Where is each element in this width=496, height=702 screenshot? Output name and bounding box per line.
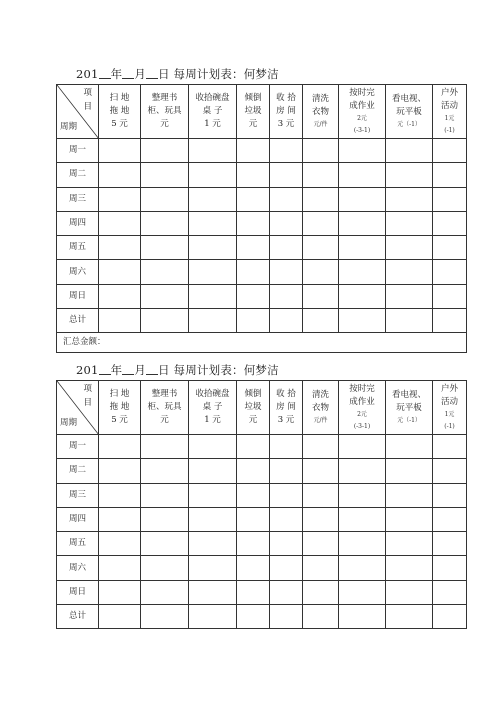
column-header-line: 垃圾 (244, 401, 262, 412)
entry-cell[interactable] (339, 309, 386, 333)
corner-period-label (60, 121, 77, 134)
column-header-line: 户外 (440, 383, 458, 394)
entry-cell[interactable] (386, 580, 433, 604)
entry-cell[interactable] (433, 435, 467, 459)
entry-cell[interactable] (270, 580, 303, 604)
column-header-line: 3 元 (277, 119, 295, 130)
entry-cell[interactable] (141, 605, 189, 629)
header-row (57, 381, 467, 435)
column-header-note: 1元 (444, 411, 455, 419)
entry-cell[interactable] (99, 556, 141, 580)
entry-cell[interactable] (237, 483, 270, 507)
entry-cell[interactable] (433, 483, 467, 507)
column-header-line: 扫 地 (109, 92, 130, 103)
entry-cell[interactable] (386, 163, 433, 187)
entry-cell[interactable] (339, 556, 386, 580)
entry-cell[interactable] (303, 459, 339, 483)
entry-cell[interactable] (433, 284, 467, 308)
entry-cell[interactable] (386, 483, 433, 507)
entry-cell[interactable] (99, 211, 141, 235)
entry-cell[interactable] (189, 605, 237, 629)
plan-title (76, 66, 279, 82)
column-header-line: 5 元 (111, 415, 128, 426)
column-header-line: 柜、玩具 (147, 105, 182, 116)
column-header-line: 按时完 (349, 383, 375, 394)
entry-cell[interactable] (339, 459, 386, 483)
column-header-line: 按时完 (349, 87, 375, 98)
row-label: 总计 (57, 605, 99, 629)
entry-cell[interactable] (303, 605, 339, 629)
column-header-line: 成作业 (349, 397, 375, 408)
table-row (57, 556, 467, 580)
column-header-line: 1 元 (204, 415, 221, 426)
entry-cell[interactable] (99, 605, 141, 629)
entry-cell[interactable] (433, 187, 467, 211)
day-label: 日 (157, 363, 170, 377)
entry-cell[interactable] (303, 309, 339, 333)
entry-cell[interactable] (270, 187, 303, 211)
entry-cell[interactable] (433, 236, 467, 260)
entry-cell[interactable] (270, 532, 303, 556)
entry-cell[interactable] (339, 605, 386, 629)
entry-cell[interactable] (237, 580, 270, 604)
summary-row (57, 333, 467, 353)
entry-cell[interactable] (303, 556, 339, 580)
entry-cell[interactable] (270, 483, 303, 507)
entry-cell[interactable] (303, 139, 339, 163)
entry-cell[interactable] (386, 139, 433, 163)
column-header-line: 柜、玩具 (147, 401, 182, 412)
column-header-note: (-1) (444, 126, 455, 134)
table-row (57, 260, 467, 284)
entry-cell[interactable] (99, 260, 141, 284)
column-header-line: 看电视、 (391, 389, 426, 400)
column-header-note: 元（-1） (397, 416, 421, 424)
entry-cell[interactable] (99, 236, 141, 260)
month-blank (122, 364, 134, 375)
column-header (270, 85, 303, 139)
entry-cell[interactable] (339, 187, 386, 211)
day-label: 日 (157, 67, 170, 81)
header-row (57, 85, 467, 139)
entry-cell[interactable] (237, 556, 270, 580)
entry-cell[interactable] (270, 309, 303, 333)
row-label: 周二 (57, 459, 99, 483)
entry-cell[interactable] (141, 211, 189, 235)
entry-cell[interactable] (339, 211, 386, 235)
table-row (57, 435, 467, 459)
row-label: 周日 (57, 284, 99, 308)
column-header (339, 85, 386, 139)
entry-cell[interactable] (386, 187, 433, 211)
row-label: 周三 (57, 483, 99, 507)
entry-cell[interactable] (237, 605, 270, 629)
entry-cell[interactable] (189, 459, 237, 483)
entry-cell[interactable] (141, 556, 189, 580)
table-row (57, 139, 467, 163)
table-row (57, 309, 467, 333)
entry-cell[interactable] (237, 236, 270, 260)
table-row (57, 163, 467, 187)
entry-cell[interactable] (237, 187, 270, 211)
entry-cell[interactable] (433, 309, 467, 333)
column-header-line: 元 (160, 415, 169, 426)
column-header (386, 85, 433, 139)
entry-cell[interactable] (189, 532, 237, 556)
column-header (189, 85, 237, 139)
column-header-line: 户外 (440, 87, 458, 98)
entry-cell[interactable] (339, 435, 386, 459)
column-header-note: (-1) (444, 422, 455, 430)
column-header-line: 收拾碗盘 (195, 92, 230, 103)
entry-cell[interactable] (270, 284, 303, 308)
entry-cell[interactable] (433, 459, 467, 483)
table-row (57, 459, 467, 483)
row-label: 周六 (57, 260, 99, 284)
column-header-line: 元 (248, 119, 258, 130)
column-header (141, 381, 189, 435)
entry-cell[interactable] (270, 139, 303, 163)
year-blank (99, 364, 111, 375)
row-label: 周二 (57, 163, 99, 187)
entry-cell[interactable] (270, 556, 303, 580)
column-header-line: 收 拾 (276, 388, 296, 399)
column-header-line: 整理书 (151, 388, 178, 399)
entry-cell[interactable] (99, 532, 141, 556)
column-header-note: (-3-1) (353, 126, 371, 134)
column-header-line: 玩平板 (396, 402, 422, 413)
entry-cell[interactable] (99, 139, 141, 163)
entry-cell[interactable] (386, 211, 433, 235)
column-header-line: 垃圾 (244, 105, 262, 116)
column-header (237, 85, 270, 139)
entry-cell[interactable] (141, 483, 189, 507)
row-label: 周一 (57, 435, 99, 459)
entry-cell[interactable] (99, 507, 141, 531)
entry-cell[interactable] (141, 284, 189, 308)
entry-cell[interactable] (386, 236, 433, 260)
column-header-line: 倾倒 (244, 388, 262, 399)
corner-bottom: 周期 (60, 417, 78, 428)
column-header-line: 拖 地 (109, 105, 130, 116)
corner-cell (57, 381, 99, 435)
entry-cell[interactable] (189, 435, 237, 459)
entry-cell[interactable] (189, 211, 237, 235)
entry-cell[interactable] (270, 605, 303, 629)
entry-cell[interactable] (141, 260, 189, 284)
column-header-line: 拖 地 (109, 401, 130, 412)
table-row (57, 605, 467, 629)
column-header (99, 381, 141, 435)
table-row (57, 236, 467, 260)
column-header-line: 3 元 (277, 415, 295, 426)
entry-cell[interactable] (189, 260, 237, 284)
entry-cell[interactable] (303, 532, 339, 556)
entry-cell[interactable] (237, 139, 270, 163)
entry-cell[interactable] (339, 260, 386, 284)
column-header-line: 1 元 (204, 119, 221, 130)
row-label: 周四 (57, 507, 99, 531)
column-header (141, 85, 189, 139)
entry-cell[interactable] (339, 483, 386, 507)
corner-item-label (83, 87, 92, 114)
entry-cell[interactable] (303, 236, 339, 260)
entry-cell[interactable] (189, 580, 237, 604)
entry-cell[interactable] (237, 163, 270, 187)
entry-cell[interactable] (303, 211, 339, 235)
entry-cell[interactable] (339, 284, 386, 308)
column-header (270, 381, 303, 435)
plan-title (76, 362, 279, 378)
entry-cell[interactable] (339, 532, 386, 556)
entry-cell[interactable] (99, 284, 141, 308)
corner-top1: 项 (83, 384, 92, 394)
year-label: 年 (110, 363, 123, 377)
entry-cell[interactable] (189, 187, 237, 211)
entry-cell[interactable] (141, 187, 189, 211)
row-label: 周六 (57, 556, 99, 580)
column-header-line: 活动 (440, 101, 458, 112)
column-header (303, 85, 339, 139)
row-label: 周五 (57, 236, 99, 260)
entry-cell[interactable] (189, 139, 237, 163)
entry-cell[interactable] (386, 605, 433, 629)
plan-heading: 每周计划表：何梦洁 (173, 67, 279, 81)
entry-cell[interactable] (303, 163, 339, 187)
entry-cell[interactable] (99, 309, 141, 333)
entry-cell[interactable] (141, 507, 189, 531)
corner-top2: 目 (83, 101, 92, 112)
entry-cell[interactable] (141, 532, 189, 556)
corner-item-label (83, 383, 92, 410)
row-label: 总计 (57, 309, 99, 333)
entry-cell[interactable] (303, 284, 339, 308)
entry-cell[interactable] (237, 532, 270, 556)
column-header-note: 2元 (357, 115, 367, 123)
entry-cell[interactable] (99, 483, 141, 507)
summary-label: 汇总金额： (57, 333, 467, 353)
entry-cell[interactable] (189, 236, 237, 260)
entry-cell[interactable] (433, 163, 467, 187)
column-header-line: 玩平板 (396, 106, 422, 117)
entry-cell[interactable] (237, 435, 270, 459)
entry-cell[interactable] (141, 435, 189, 459)
column-header-note: 元/件 (313, 416, 328, 424)
entry-cell[interactable] (141, 459, 189, 483)
entry-cell[interactable] (270, 236, 303, 260)
column-header-line: 元 (248, 415, 258, 426)
entry-cell[interactable] (433, 532, 467, 556)
entry-cell[interactable] (433, 580, 467, 604)
table-row (57, 483, 467, 507)
weekly-plan-table (56, 380, 467, 629)
column-header-line: 收 拾 (276, 92, 296, 103)
column-header (189, 381, 237, 435)
entry-cell[interactable] (303, 580, 339, 604)
column-header-note: (-3-1) (353, 422, 371, 430)
entry-cell[interactable] (189, 483, 237, 507)
year-label: 年 (110, 67, 123, 81)
month-label: 月 (134, 67, 146, 81)
corner-top2: 目 (83, 397, 92, 408)
entry-cell[interactable] (270, 507, 303, 531)
column-header-line: 看电视、 (391, 93, 426, 104)
column-header (237, 381, 270, 435)
entry-cell[interactable] (433, 260, 467, 284)
entry-cell[interactable] (433, 507, 467, 531)
entry-cell[interactable] (386, 435, 433, 459)
entry-cell[interactable] (189, 507, 237, 531)
entry-cell[interactable] (237, 459, 270, 483)
entry-cell[interactable] (270, 459, 303, 483)
entry-cell[interactable] (386, 309, 433, 333)
entry-cell[interactable] (99, 435, 141, 459)
entry-cell[interactable] (339, 236, 386, 260)
column-header-line: 整理书 (151, 92, 178, 103)
entry-cell[interactable] (433, 139, 467, 163)
entry-cell[interactable] (339, 580, 386, 604)
column-header-line: 5 元 (111, 119, 128, 130)
entry-cell[interactable] (189, 309, 237, 333)
table-row (57, 187, 467, 211)
entry-cell[interactable] (270, 435, 303, 459)
entry-cell[interactable] (270, 260, 303, 284)
column-header-line: 房 间 (276, 105, 296, 116)
corner-cell (57, 85, 99, 139)
row-label: 周四 (57, 211, 99, 235)
year-prefix: 201 (76, 363, 99, 377)
column-header-note: 元/件 (313, 120, 328, 128)
corner-bottom: 周期 (60, 121, 78, 132)
row-label: 周五 (57, 532, 99, 556)
entry-cell[interactable] (237, 260, 270, 284)
column-header-note: 元（-1） (397, 120, 421, 128)
column-header-line: 成作业 (349, 101, 375, 112)
column-header-line: 收拾碗盘 (195, 388, 230, 399)
entry-cell[interactable] (99, 580, 141, 604)
entry-cell[interactable] (189, 163, 237, 187)
column-header-note: 1元 (444, 115, 455, 123)
entry-cell[interactable] (433, 211, 467, 235)
entry-cell[interactable] (270, 163, 303, 187)
row-label: 周一 (57, 139, 99, 163)
table-row (57, 507, 467, 531)
year-blank (99, 68, 111, 79)
column-header-line: 活动 (440, 397, 458, 408)
corner-top1: 项 (83, 88, 92, 98)
entry-cell[interactable] (141, 309, 189, 333)
column-header-line: 衣物 (311, 402, 329, 413)
plan-heading: 每周计划表：何梦洁 (173, 363, 279, 377)
column-header (433, 381, 467, 435)
weekly-plan-table (56, 84, 467, 353)
entry-cell[interactable] (237, 284, 270, 308)
entry-cell[interactable] (237, 309, 270, 333)
column-header (386, 381, 433, 435)
table-row (57, 284, 467, 308)
entry-cell[interactable] (303, 483, 339, 507)
entry-cell[interactable] (386, 284, 433, 308)
column-header-line: 清洗 (311, 93, 329, 104)
entry-cell[interactable] (270, 211, 303, 235)
column-header-note: 2元 (357, 411, 367, 419)
entry-cell[interactable] (339, 139, 386, 163)
entry-cell[interactable] (303, 507, 339, 531)
column-header (99, 85, 141, 139)
entry-cell[interactable] (189, 556, 237, 580)
entry-cell[interactable] (433, 556, 467, 580)
column-header-line: 清洗 (311, 389, 329, 400)
entry-cell[interactable] (303, 435, 339, 459)
column-header-line: 倾倒 (244, 92, 262, 103)
entry-cell[interactable] (141, 139, 189, 163)
entry-cell[interactable] (339, 163, 386, 187)
table-row (57, 532, 467, 556)
column-header (303, 381, 339, 435)
entry-cell[interactable] (386, 260, 433, 284)
day-blank (146, 364, 158, 375)
column-header (433, 85, 467, 139)
column-header-line: 元 (160, 119, 169, 130)
entry-cell[interactable] (433, 605, 467, 629)
column-header-line: 房 间 (276, 401, 296, 412)
entry-cell[interactable] (189, 284, 237, 308)
entry-cell[interactable] (141, 580, 189, 604)
column-header-line: 扫 地 (109, 388, 130, 399)
entry-cell[interactable] (141, 236, 189, 260)
column-header-line: 桌 子 (202, 401, 223, 412)
column-header (339, 381, 386, 435)
corner-period-label (60, 417, 77, 430)
year-prefix: 201 (76, 67, 99, 81)
entry-cell[interactable] (303, 260, 339, 284)
row-label: 周三 (57, 187, 99, 211)
entry-cell[interactable] (339, 507, 386, 531)
day-blank (146, 68, 158, 79)
entry-cell[interactable] (141, 163, 189, 187)
column-header-line: 桌 子 (202, 105, 223, 116)
table-row (57, 211, 467, 235)
month-blank (122, 68, 134, 79)
entry-cell[interactable] (386, 556, 433, 580)
entry-cell[interactable] (237, 211, 270, 235)
row-label: 周日 (57, 580, 99, 604)
entry-cell[interactable] (237, 507, 270, 531)
entry-cell[interactable] (99, 459, 141, 483)
column-header-line: 衣物 (311, 106, 329, 117)
entry-cell[interactable] (99, 163, 141, 187)
entry-cell[interactable] (386, 507, 433, 531)
entry-cell[interactable] (386, 459, 433, 483)
entry-cell[interactable] (303, 187, 339, 211)
entry-cell[interactable] (386, 532, 433, 556)
entry-cell[interactable] (99, 187, 141, 211)
table-row (57, 580, 467, 604)
month-label: 月 (134, 363, 146, 377)
